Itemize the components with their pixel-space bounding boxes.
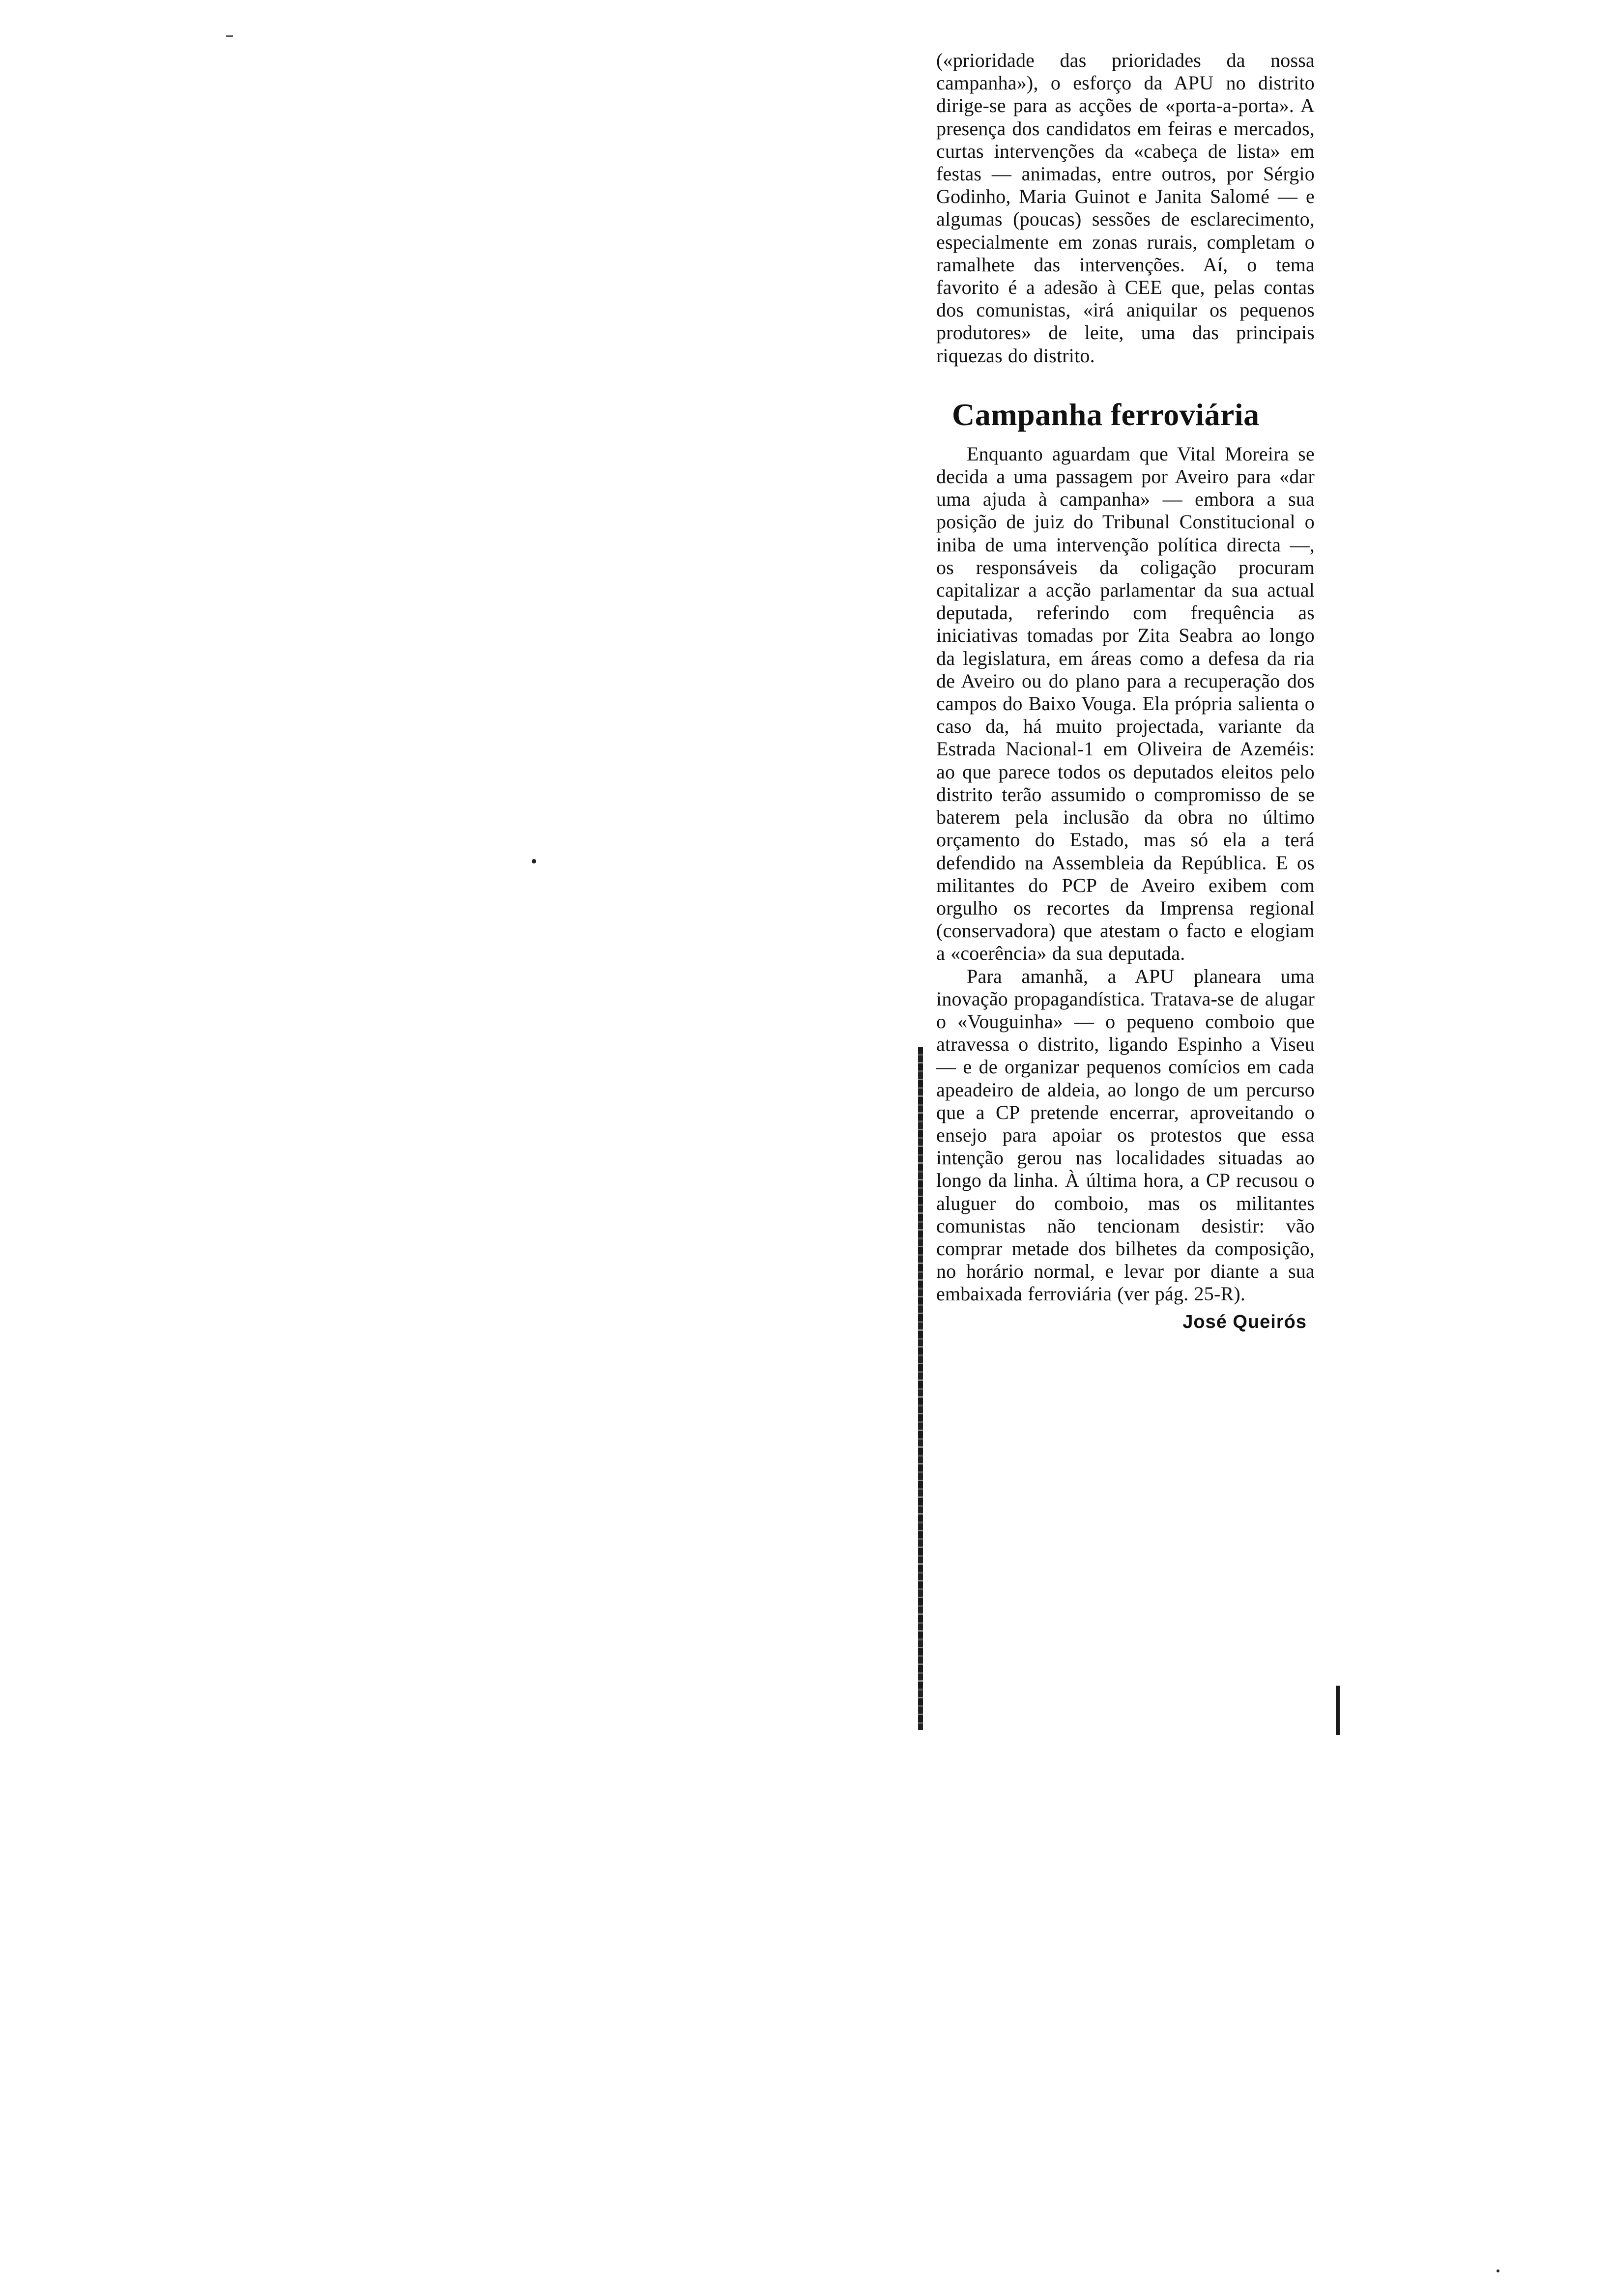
article-section-heading: Campanha ferroviária: [952, 397, 1260, 432]
article-byline: José Queirós: [1182, 1311, 1307, 1332]
news-clipping-article: [936, 49, 1315, 1333]
scan-right-edge-shadow: [1336, 1686, 1340, 1735]
scan-left-edge-shadow: [918, 1047, 923, 1730]
scan-dot-mark: [1497, 2269, 1499, 2272]
scan-dot-mark: [532, 859, 536, 863]
scan-dash-mark: [226, 35, 233, 37]
article-paragraph-3: Para amanhã, a APU planeara uma inovação propagandística. Tratava-se de alugar o «Vouguinha» — o pequeno comboio que atravessa o distrito, ligando Espinho a Viseu — e de organizar pequenos comícios em cada apeadeiro de aldeia, ao longo de um percurso que a CP pretende encerrar, aproveitando o ensejo para apoiar os protestos que essa intenção gerou nas localidades situadas ao longo da linha. À última hora, a CP recusou o aluguer do comboio, mas os militantes comunistas não tencionam desistir: vão comprar metade dos bilhetes da composição, no horário normal, e levar por diante a sua embaixada ferroviária (ver pág. 25-R).: [936, 965, 1315, 1305]
article-intro-paragraph: («prioridade das prioridades da nossa campanha»), o esforço da APU no distrito dirige-se para as acções de «porta-a-porta». A presença dos candidatos em feiras e mercados, curtas intervenções da «cabeça de lista» em festas — animadas, entre outros, por Sérgio Godinho, Maria Guinot e Janita Salomé — e algumas (poucas) sessões de esclarecimento, especialmente em zonas rurais, completam o ramalhete das intervenções. Aí, o tema favorito é a adesão à CEE que, pelas contas dos comunistas, «irá aniquilar os pequenos produtores» de leite, uma das principais riquezas do distrito.: [936, 49, 1315, 367]
article-paragraph-2: Enquanto aguardam que Vital Moreira se decida a uma passagem por Aveiro para «dar uma ajuda à campanha» — embora a sua posição de juiz do Tribunal Constitucional o iniba de uma intervenção política directa —, os responsáveis da coligação procuram capitalizar a acção parlamentar da sua actual deputada, referindo com frequência as iniciativas tomadas por Zita Seabra ao longo da legislatura, em áreas como a defesa da ria de Aveiro ou do plano para a recuperação dos campos do Baixo Vouga. Ela própria salienta o caso da, há muito projectada, variante da Estrada Nacional-1 em Oliveira de Azeméis: ao que parece todos os deputados eleitos pelo distrito terão assumido o compromisso de se baterem pela inclusão da obra no último orçamento do Estado, mas só ela a terá defendido na Assembleia da República. E os militantes do PCP de Aveiro exibem com orgulho os recortes da Imprensa regional (conservadora) que atestam o facto e elogiam a «coerência» da sua deputada.: [936, 442, 1315, 965]
